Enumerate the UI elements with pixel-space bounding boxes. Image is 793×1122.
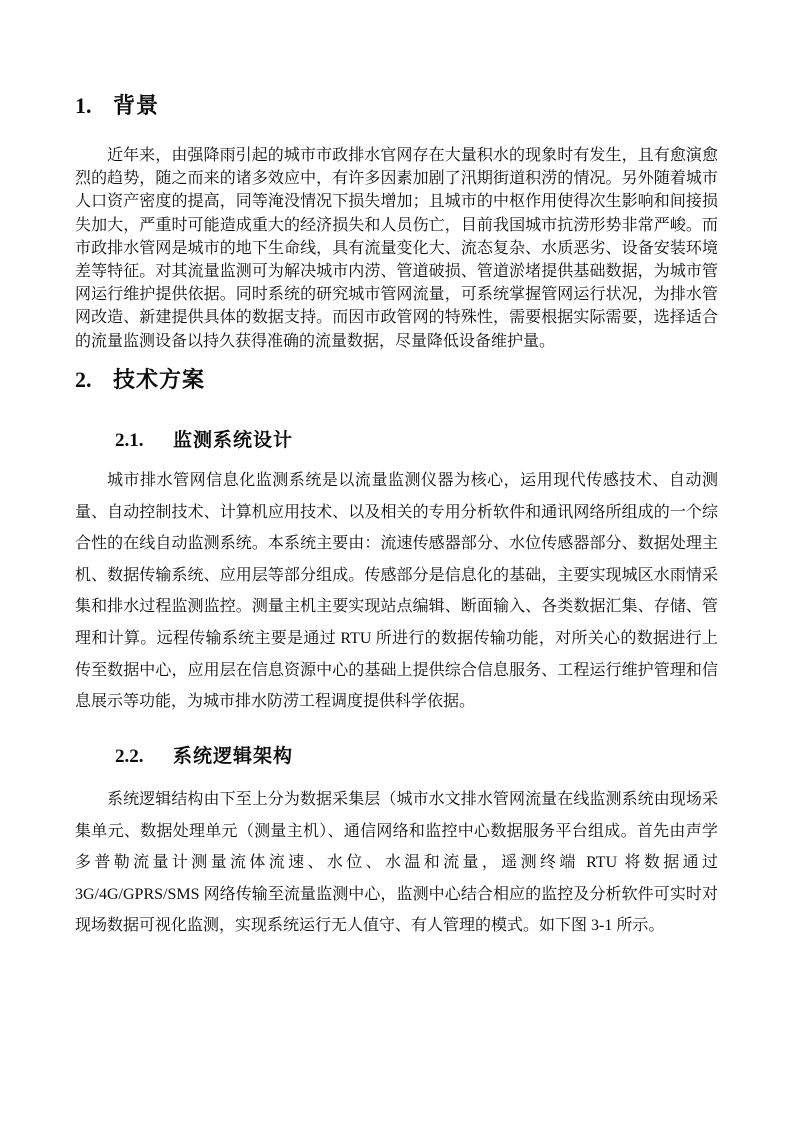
- subsection-number: 2.2.: [115, 746, 144, 767]
- subsection-title: 系统逻辑架构: [173, 746, 294, 767]
- section-number: 1.: [75, 93, 92, 118]
- paragraph-monitoring-system-design: 城市排水管网信息化监测系统是以流量监测仪器为核心，运用现代传感技术、自动测量、自动控制技术、计算机应用技术、以及相关的专用分析软件和通讯网络所组成的一个综合性的在线自动监测系统。本系统主要由：流速传感器部分、水位传感器部分、数据处理主机、数据传输系统、应用层等部分组成。传感部分是信息化的基础，主要实现城区水雨情采集和排水过程监测监控。测量主机主要实现站点编辑、断面输入、各类数据汇集、存储、管理和计算。远程传输系统主要是通过 RTU 所进行的数据传输功能，对所关心的数据进行上传至数据中心，应用层在信息资源中心的基础上提供综合信息服务、工程运行维护管理和信息展示等功能，为城市排水防涝工程调度提供科学依据。: [75, 472, 718, 711]
- section-heading-background: [75, 92, 718, 120]
- paragraph-system-logical-architecture: 系统逻辑结构由下至上分为数据采集层（城市水文排水管网流量在线监测系统由现场采集单元、数据处理单元（测量主机）、通信网络和监控中心数据服务平台组成。首先由声学多普勒流量计测量流体流速、水位、水温和流量，遥测终端 RTU 将数据通过 3G/4G/GPRS/SMS 网络传输至流量监测中心，监测中心结合相应的监控及分析软件可实时对现场数据可视化监测，实现系统运行无人值守、有人管理的模式。如下图 3-1 所示。: [75, 791, 718, 935]
- section-number: 2.: [75, 367, 92, 392]
- subsection-heading-system-logical-architecture: [115, 745, 718, 769]
- subsection-heading-monitoring-system-design: [115, 429, 718, 453]
- section-title: 技术方案: [113, 367, 206, 392]
- paragraph-background: 近年来，由强降雨引起的城市市政排水官网存在大量积水的现象时有发生，且有愈演愈烈的趋势，随之而来的诸多效应中，有许多因素加剧了汛期街道积涝的情况。另外随着城市人口资产密度的提高，同等淹没情况下损失增加；且城市的中枢作用使得次生影响和间接损失加大，严重时可能造成重大的经济损失和人员伤亡，目前我国城市抗涝形势非常严峻。而市政排水管网是城市的地下生命线，具有流量变化大、流态复杂、水质恶劣、设备安装环境差等特征。对其流量监测可为解决城市内涝、管道破损、管道淤堵提供基础数据，为城市管网运行维护提供依据。同时系统的研究城市管网流量，可系统掌握管网运行状况，为排水管网改造、新建提供具体的数据支持。而因市政管网的特殊性，需要根据实际需要，选择适合的流量监测设备以持久获得准确的流量数据，尽量降低设备维护量。: [75, 147, 718, 350]
- subsection-title: 监测系统设计: [173, 430, 294, 451]
- section-title: 背景: [113, 93, 160, 118]
- subsection-number: 2.1.: [115, 430, 144, 451]
- section-heading-technical-solution: [75, 366, 718, 394]
